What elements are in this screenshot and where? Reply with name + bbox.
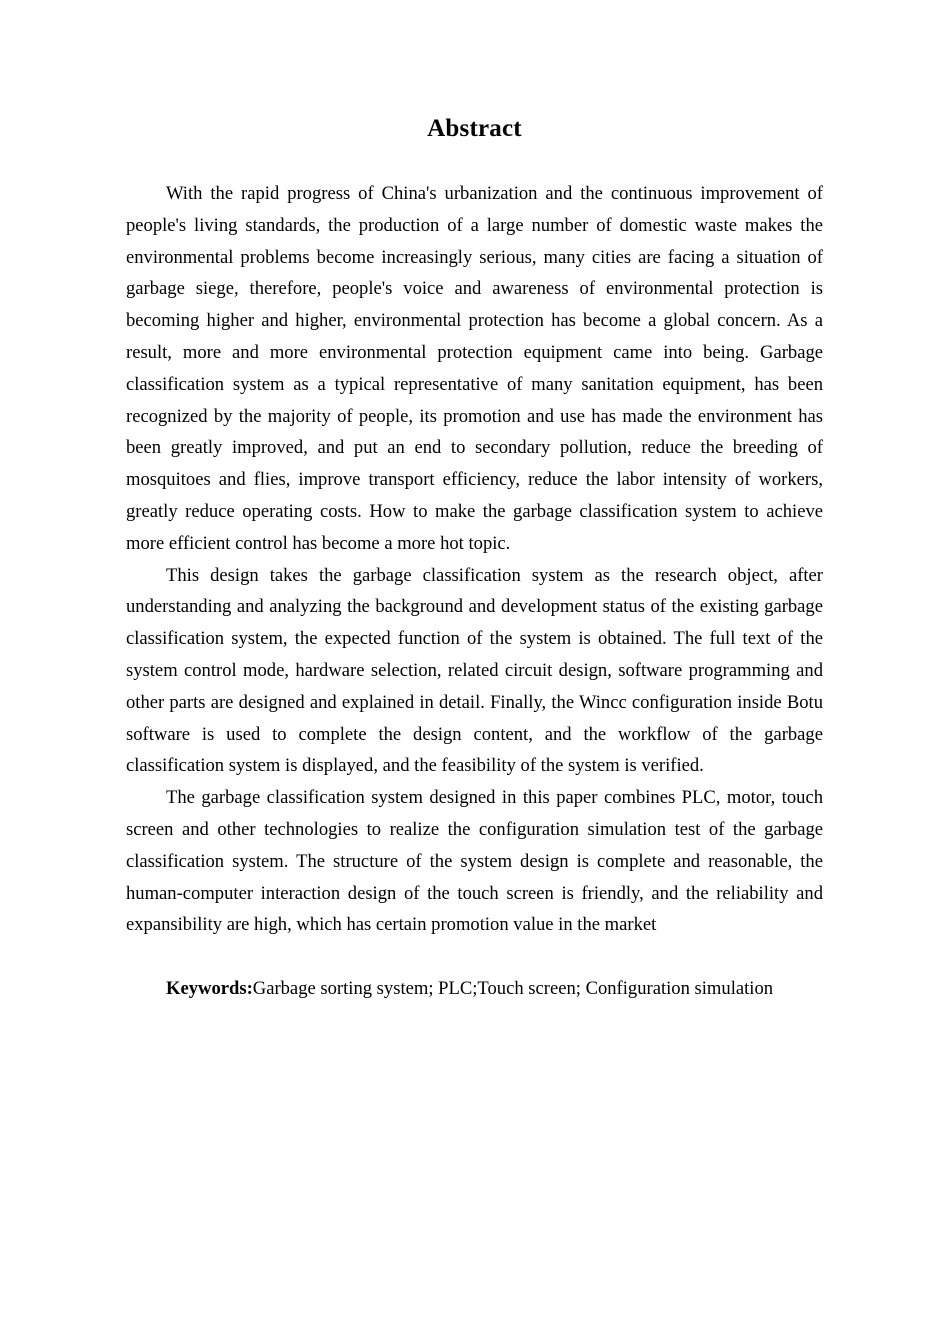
keywords-value: Garbage sorting system; PLC;Touch screen; Configuration simulation: [252, 977, 774, 999]
keywords-label: Keywords:: [166, 977, 253, 999]
abstract-paragraph-3: The garbage classification system designed in this paper combines PLC, motor, touch screen and other technologies to realize the configuration simulation test of the garbage classification system. The structure of the system design is complete and reasonable, the human-computer interaction design of the touch screen is friendly, and the reliability and expansibility are high, which has certain promotion value in the market: [126, 787, 823, 936]
abstract-body: [126, 178, 823, 1005]
abstract-paragraph-2: This design takes the garbage classification system as the research object, after understanding and analyzing the background and development status of the existing garbage classification system, the expected function of the system is obtained. The full text of the system control mode, hardware selection, related circuit design, software programming and other parts are designed and explained in detail. Finally, the Wincc configuration inside Botu software is used to complete the design content, and the workflow of the garbage classification system is displayed, and the feasibility of the system is verified.: [126, 564, 823, 777]
page-title: Abstract: [427, 115, 522, 142]
abstract-paragraph-1: With the rapid progress of China's urbanization and the continuous improvement of people's living standards, the production of a large number of domestic waste makes the environmental problems become increasingly serious, many cities are facing a situation of garbage siege, therefore, people's voice and awareness of environmental protection is becoming higher and higher, environmental protection has become a global concern. As a result, more and more environmental protection equipment came into being. Garbage classification system as a typical representative of many sanitation equipment, has been recognized by the majority of people, its promotion and use has made the environment has been greatly improved, and put an end to secondary pollution, reduce the breeding of mosquitoes and flies, improve transport efficiency, reduce the labor intensity of workers, greatly reduce operating costs. How to make the garbage classification system to achieve more efficient control has become a more hot topic.: [126, 183, 823, 554]
keywords-line: [126, 973, 823, 1005]
